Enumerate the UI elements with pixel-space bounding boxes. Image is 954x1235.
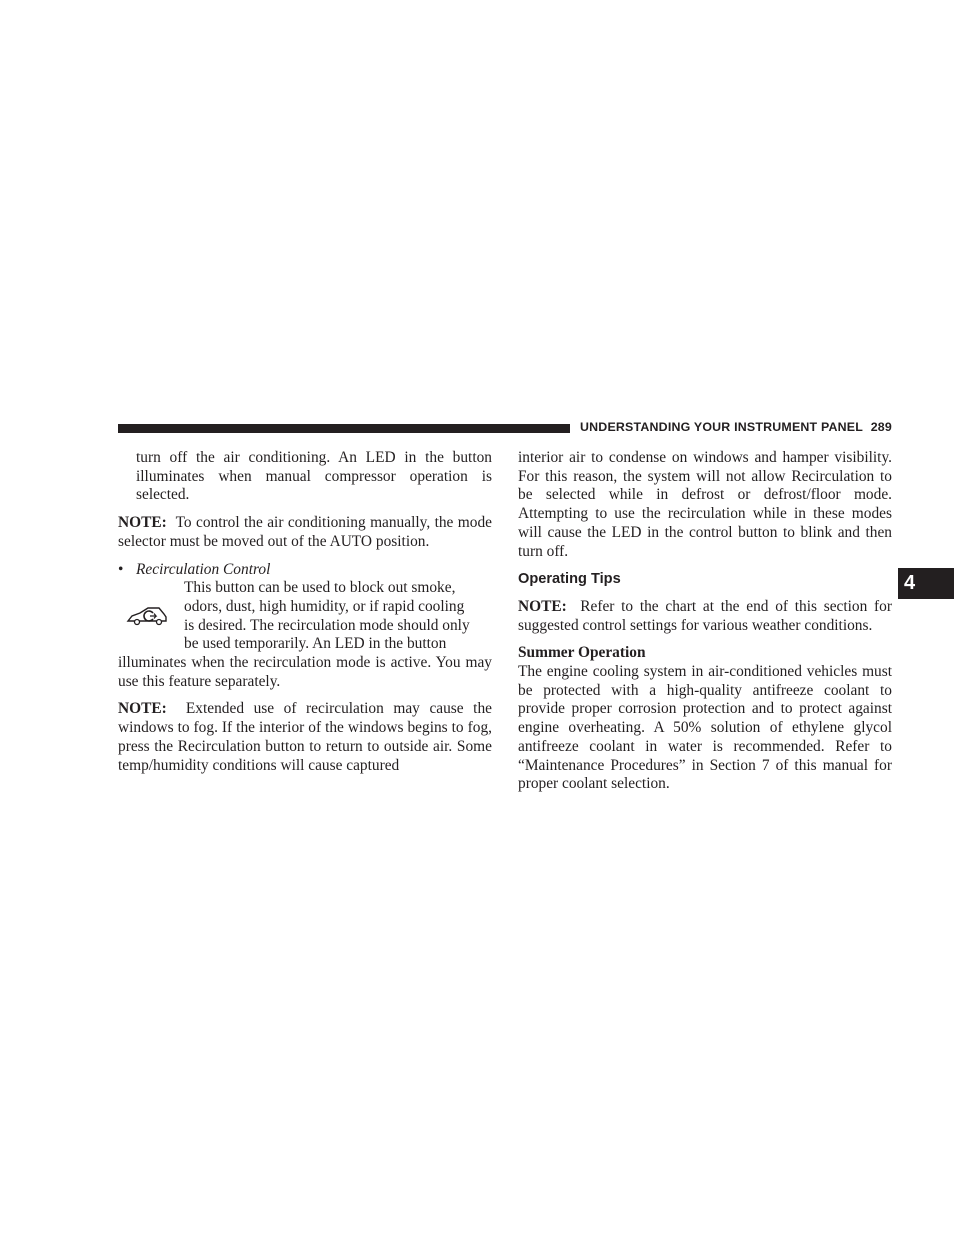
- bullet-recirculation-control: [118, 561, 492, 580]
- recirculation-car-icon: [126, 604, 168, 628]
- note-recirculation-fog: [118, 700, 492, 775]
- bullet-symbol: •: [118, 560, 124, 578]
- section-heading-operating-tips: Operating Tips: [518, 571, 621, 588]
- bullet-title: Recirculation Control: [136, 560, 271, 578]
- note-ac-manual: [118, 514, 492, 551]
- right-column: [518, 449, 892, 794]
- note-label: NOTE:: [118, 514, 167, 532]
- recirc-line-4: be used temporarily. An LED in the button: [184, 635, 447, 653]
- continuation-paragraph: interior air to condense on windows and hamper visibility. For this reason, the system will not allow Recirculation to be selected while in defrost or defrost/floor mode. Attempting to use the recirculation while in these modes will cause the LED in the control button to blink and then turn off.: [518, 449, 892, 560]
- note-label: NOTE:: [518, 597, 567, 615]
- recirc-line-3: is desired. The recirculation mode should only: [184, 616, 470, 634]
- subheading-summer-operation: Summer Operation: [518, 644, 646, 662]
- chapter-tab: 4: [898, 568, 954, 599]
- note-text: Refer to the chart at the end of this section for suggested control settings for various weather conditions.: [518, 597, 892, 634]
- recirc-line-2: odors, dust, high humidity, or if rapid cooling: [184, 597, 465, 615]
- recirc-text-rest: illuminates when the recirculation mode is active. You may use this feature separately.: [118, 654, 492, 690]
- recirc-line-1: This button can be used to block out smoke,: [184, 579, 456, 597]
- section-title: UNDERSTANDING YOUR INSTRUMENT PANEL: [580, 420, 864, 434]
- header-rule: [118, 424, 570, 433]
- note-chart-reference: [518, 598, 892, 635]
- page-number: 289: [870, 420, 892, 434]
- note-text: To control the air conditioning manually, the mode selector must be moved out of the AUTO position.: [118, 514, 492, 550]
- note-text: Extended use of recirculation may cause the windows to fog. If the interior of the windows begins to fog, press the Recirculation button to return to outside air. Some temp/humidity conditions will cause captured: [118, 700, 492, 774]
- note-label: NOTE:: [118, 700, 167, 718]
- running-header: [580, 420, 892, 434]
- summer-operation-paragraph: The engine cooling system in air-conditioned vehicles must be protected with a high-quality antifreeze coolant to provide proper corrosion protection and to protect against engine overheating. A 50% solution of ethylene glycol antifreeze coolant in water is recommended. Refer to “Maintenance Procedures” in Section 7 of this manual for proper coolant selection.: [518, 663, 892, 793]
- continuation-paragraph: turn off the air conditioning. An LED in the button illuminates when manual compressor operation is selected.: [136, 449, 492, 504]
- recirculation-description: [118, 579, 492, 691]
- left-column: [118, 449, 492, 775]
